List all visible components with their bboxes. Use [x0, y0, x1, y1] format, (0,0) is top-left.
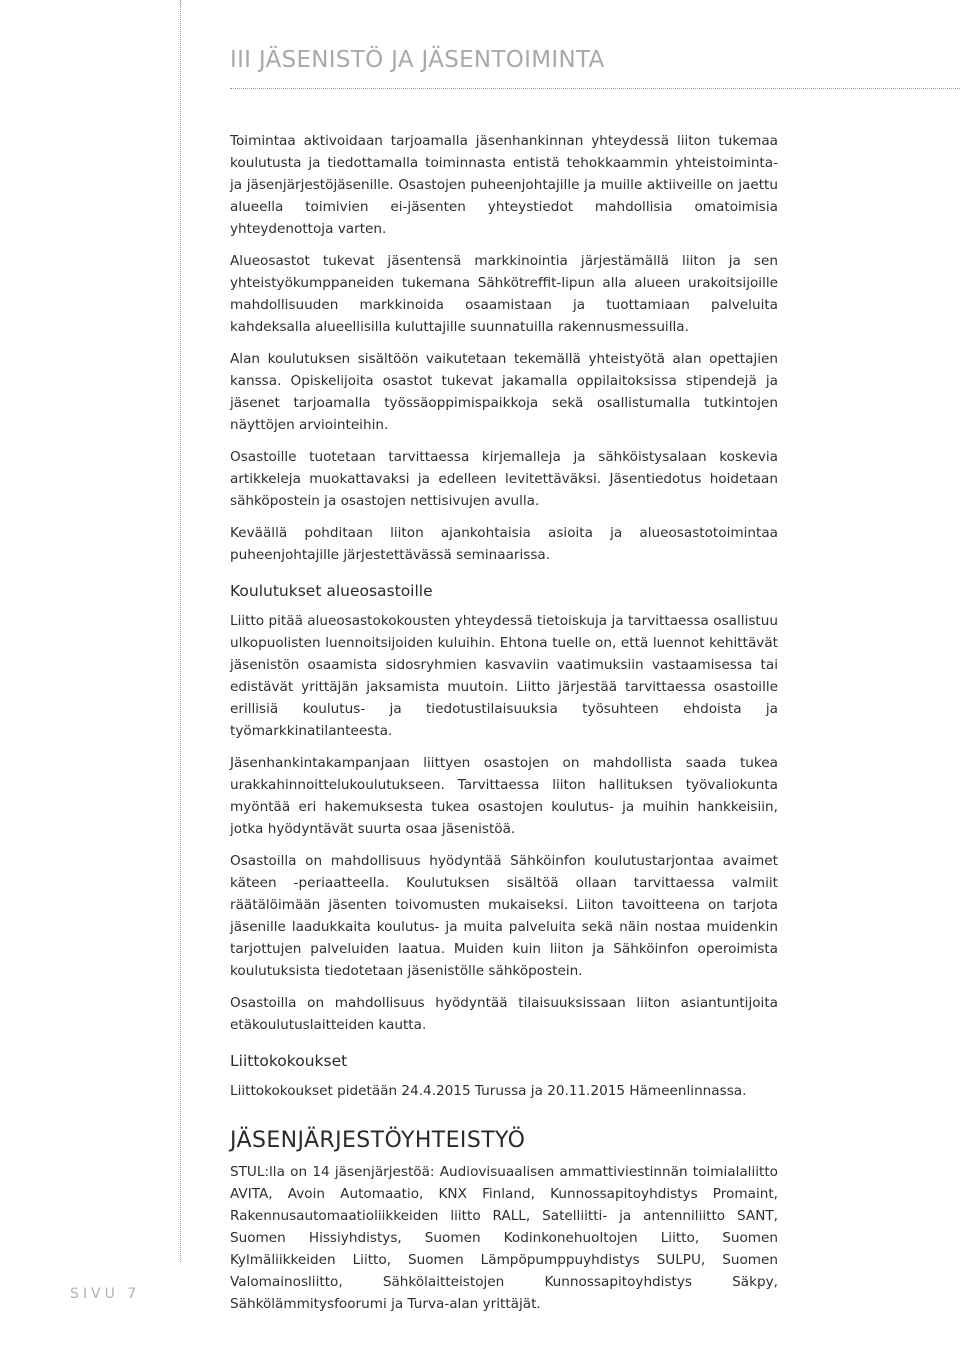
paragraph-kirjemallit: Osastoille tuotetaan tarvittaessa kirjemalleja ja sähköistysalaan koskevia artikkeleja muokattavaksi ja edelleen levitettäväksi. Jäsentiedotus hoidetaan sähköpostein ja osastojen nettisivujen avulla. — [230, 449, 778, 509]
header-dotted-rule — [230, 88, 960, 89]
paragraph-aktivointi: Toimintaa aktivoidaan tarjoamalla jäsenhankinnan yhteydessä liiton tukemaa koulutusta ja tiedottamalla toiminnasta entistä tehokkaammin yhteistoiminta- ja jäsenjärjestöjäsenille. Osastojen puheenjohtajille ja muille aktiiveille on jaettu alueella toimivien ei-jäsenten yhteystiedot mahdollisia omatoimisia yhteydenottoja varten. — [230, 133, 778, 237]
heading-jasenjarjestoyhteistyo: JÄSENJÄRJESTÖYHTEISTYÖ — [230, 1128, 526, 1153]
document-body — [230, 130, 778, 1325]
heading-liittokokoukset: Liittokokoukset — [230, 1052, 348, 1070]
paragraph-seminaari: Keväällä pohditaan liiton ajankohtaisia asioita ja alueosastotoimintaa puheenjohtajille järjestettävässä seminaarissa. — [230, 525, 778, 563]
paragraph-alueosastot: Alueosastot tukevat jäsentensä markkinointia järjestämällä liiton ja sen yhteistyökumppaneiden tukemana Sähkötreffit-lipun alla alueen urakoitsijoille mahdollisuuden markkinoida osaamistaan ja tuottamiaan palveluita kahdeksalla alueellisilla kuluttajille suunnatuilla rakennusmessuilla. — [230, 253, 778, 335]
heading-koulutukset: Koulutukset alueosastoille — [230, 582, 433, 600]
paragraph-tietoiskut: Liitto pitää alueosastokokousten yhteydessä tietoiskuja ja tarvittaessa osallistuu ulkopuolisten luennoitsijoiden kuluihin. Ehtona tuelle on, että luennot kehittävät jäsenistön osaamista sidosryhmien kasvaviin vaatimuksiin vastaamisessa tai edistävät yrittäjän jaksamista muutoin. Liitto järjestää tarvittaessa osastoille erillisiä koulutus- ja tiedotustilaisuuksia työsuhteen ehdoista ja työmarkkinatilanteesta. — [230, 613, 778, 739]
paragraph-urakkahinnoittelu: Jäsenhankintakampanjaan liittyen osastojen on mahdollista saada tukea urakkahinnoittelukoulutukseen. Tarvittaessa liiton hallituksen työvaliokunta myöntää eri hakemuksesta tukea osastojen koulutus- ja muihin hankkeisiin, jotka hyödyntävät suurta osaa jäsenistöä. — [230, 755, 778, 837]
paragraph-koulutus-opettajat: Alan koulutuksen sisältöön vaikutetaan tekemällä yhteistyötä alan opettajien kanssa. Opiskelijoita osastot tukevat jakamalla oppilaitoksissa stipendejä ja jäsenet tarjoamalla työssäoppimispaikkoja sekä osallistumalla tutkintojen näyttöjen arviointeihin. — [230, 351, 778, 433]
paragraph-sahkoinfo: Osastoilla on mahdollisuus hyödyntää Sähköinfon koulutustarjontaa avaimet käteen -periaatteella. Koulutuksen sisältöä ollaan tarvittaessa valmiit räätälöimään jäsenten toivomusten mukaiseksi. Liiton tavoitteena on tarjota jäsenille laadukkaita koulutus- ja muita palveluita sekä näin nostaa muidenkin tarjottujen palveluiden laatua. Muiden kuin liiton ja Sähköinfon operoimista koulutuksista tiedotetaan jäsenistölle sähköpostein. — [230, 853, 778, 979]
paragraph-jasenjarjestot: STUL:lla on 14 jäsenjärjestöä: Audiovisuaalisen ammattiviestinnän toimialaliitto AVITA, Avoin Automaatio, KNX Finland, Kunnossapitoyhdistys Promaint, Rakennusautomaatioliikkeiden liitto RALL, Satelliitti- ja antenniliitto SANT, Suomen Hissiyhdistys, Suomen Kodinkonehuoltojen Liitto, Suomen Kylmäliikkeiden Liitto, Suomen Lämpöpumppuyhdistys SULPU, Suomen Valomainosliitto, Sähkölaitteistojen Kunnossapitoyhdistys Säkpy, Sähkölämmitysfoorumi ja Turva-alan yrittäjät. — [230, 1164, 778, 1312]
paragraph-etakoulutus: Osastoilla on mahdollisuus hyödyntää tilaisuuksissaan liiton asiantuntijoita etäkoulutuslaitteiden kautta. — [230, 995, 778, 1033]
paragraph-liittokokoukset: Liittokokoukset pidetään 24.4.2015 Turussa ja 20.11.2015 Hämeenlinnassa. — [230, 1083, 747, 1099]
section-title: III JÄSENISTÖ JA JÄSENTOIMINTA — [230, 47, 605, 73]
page-number: SIVU 7 — [70, 1286, 141, 1302]
vertical-dotted-rule — [180, 0, 181, 1262]
